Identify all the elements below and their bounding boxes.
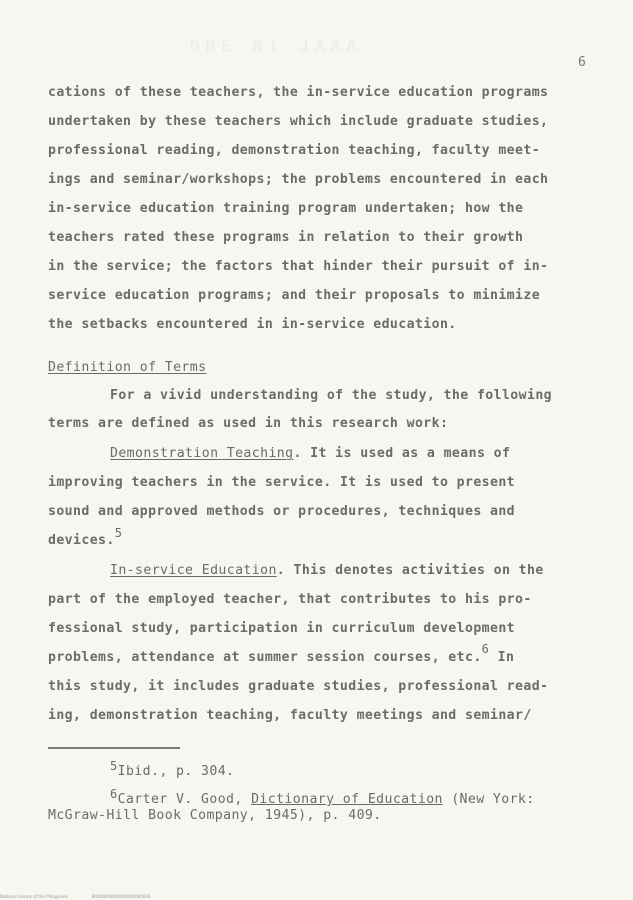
digitization-footer (0, 894, 174, 899)
term-definition-line (48, 642, 515, 665)
footnote-divider (48, 747, 180, 749)
footnote-text: (New York: (442, 792, 535, 807)
item-code: B0000000000000000000000 (91, 894, 151, 899)
footnote (110, 759, 235, 779)
intro-line: For a vivid understanding of the study, the following (110, 388, 552, 403)
intro-line: terms are defined as used in this research work: (48, 416, 449, 431)
paragraph-line: undertaken by these teachers which include graduate studies, (48, 114, 549, 129)
paragraph-line: teachers rated these programs in relation to their growth (48, 230, 524, 245)
footnote (110, 787, 535, 807)
term-definition-text: devices. (48, 533, 115, 548)
term-definition-line: sound and approved methods or procedures, techniques and (48, 504, 516, 519)
paragraph-line: service education programs; and their proposals to minimize (48, 288, 541, 303)
footnote: McGraw-Hill Book Company, 1945), p. 409. (48, 808, 382, 823)
term-definition-line: this study, it includes graduate studies, professional read- (48, 679, 549, 694)
paragraph-line: in the service; the factors that hinder their pursuit of in- (48, 259, 549, 274)
library-name: National Library of the Philippines (0, 894, 68, 899)
footnote-number: 6 (110, 787, 118, 801)
term-definition-text: problems, attendance at summer session courses, etc. (48, 650, 482, 665)
footnote-text: Ibid., p. 304. (117, 764, 235, 779)
term-definition-text: . This denotes activities on the (276, 563, 544, 578)
bleed-through-text: OHE NI JAAA (190, 36, 362, 55)
term-definition-line (110, 446, 510, 461)
term-title: Demonstration Teaching (110, 446, 294, 461)
paragraph-line: ings and seminar/workshops; the problems encountered in each (48, 172, 549, 187)
section-heading: Definition of Terms (48, 360, 207, 375)
term-definition-line: part of the employed teacher, that contributes to his pro- (48, 592, 532, 607)
cited-title: Dictionary of Education (251, 792, 443, 807)
paragraph-line: in-service education training program undertaken; how the (48, 201, 524, 216)
footnote-reference: 6 (481, 642, 490, 656)
footnote-text: Carter V. Good, (117, 792, 252, 807)
term-definition-line (110, 563, 544, 578)
term-definition-line: improving teachers in the service. It is used to present (48, 475, 516, 490)
term-title: In-service Education (110, 563, 277, 578)
paragraph-line: the setbacks encountered in in-service education. (48, 317, 457, 332)
term-definition-line: ing, demonstration teaching, faculty meetings and seminar/ (48, 708, 532, 723)
footnote-number: 5 (110, 759, 118, 773)
paragraph-line: cations of these teachers, the in-service education programs (48, 85, 549, 100)
term-definition-text: . It is used as a means of (293, 446, 511, 461)
paragraph-line: professional reading, demonstration teaching, faculty meet- (48, 143, 541, 158)
page-number: 6 (578, 55, 586, 70)
term-definition-line (48, 526, 123, 548)
footnote-reference: 5 (114, 526, 123, 540)
term-definition-line: fessional study, participation in curriculum development (48, 621, 516, 636)
term-definition-text: In (489, 650, 515, 665)
